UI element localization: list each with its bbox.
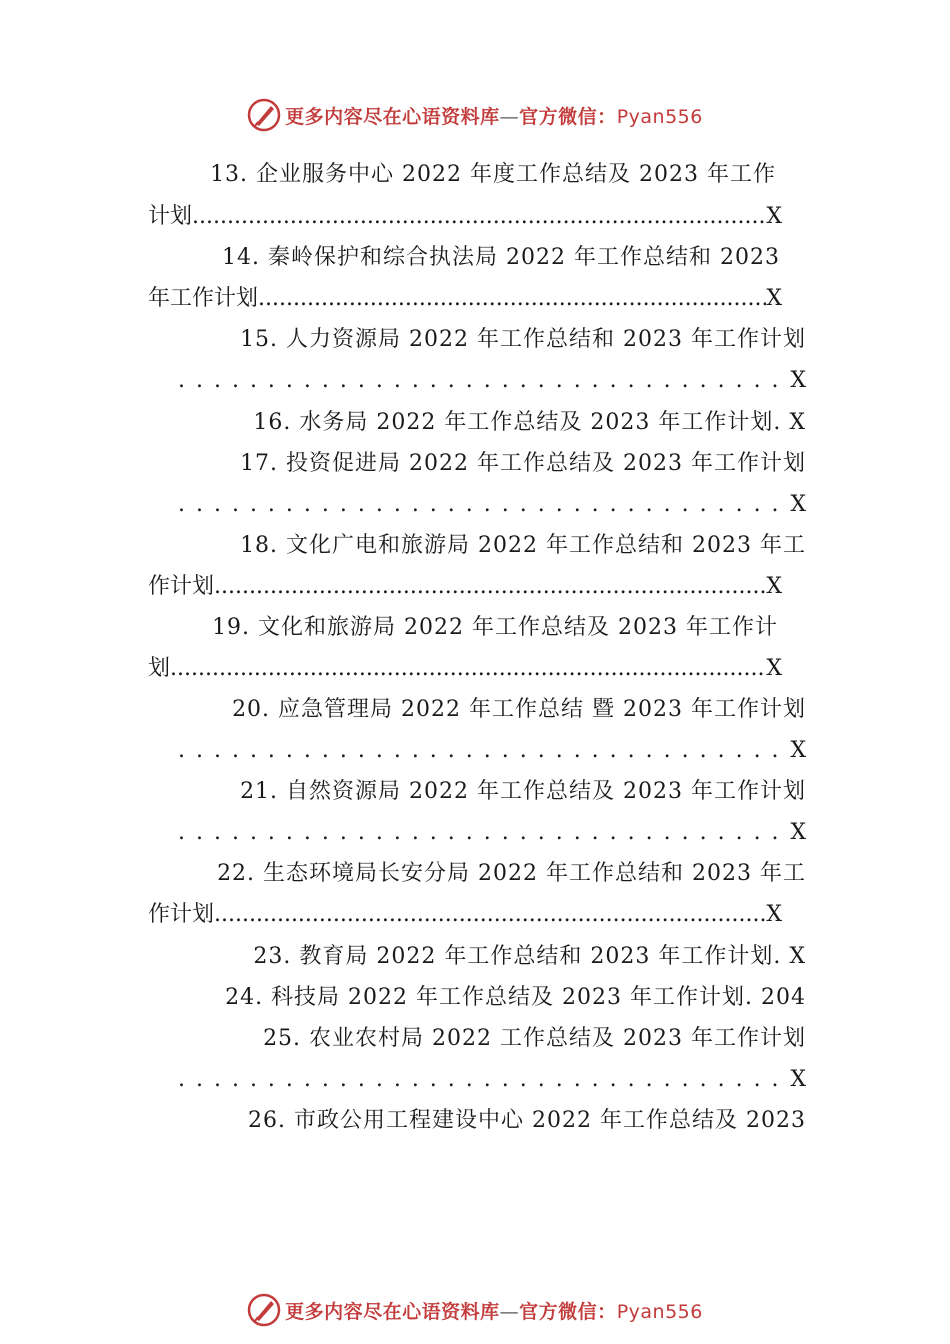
banner-official: 官方微信： bbox=[519, 105, 617, 128]
banner-account: Pyan556 bbox=[616, 105, 703, 128]
toc-entry-25-line1[interactable]: 25. 农业农村局 2022 工作总结及 2023 年工作计划 bbox=[263, 1026, 806, 1051]
footer-banner bbox=[0, 1290, 950, 1330]
toc-entry-14-line1[interactable]: 14. 秦岭保护和综合执法局 2022 年工作总结和 2023 bbox=[222, 245, 780, 270]
toc-entry-20-line2[interactable] bbox=[178, 738, 806, 764]
page-number: X bbox=[766, 574, 782, 599]
toc-entry-13-line1[interactable]: 13. 企业服务中心 2022 年度工作总结及 2023 年工作 bbox=[210, 162, 776, 187]
toc-entry-19-line2[interactable]: 划 ..... X bbox=[148, 656, 782, 682]
toc-entry-21-line1[interactable]: 21. 自然资源局 2022 年工作总结及 2023 年工作计划 bbox=[240, 779, 806, 804]
toc-entry-22-line2[interactable]: 作计划 ..... X bbox=[148, 902, 782, 928]
leader-dots bbox=[178, 820, 780, 846]
toc-entry-16[interactable]: 16. 水务局 2022 年工作总结及 2023 年工作计划. X bbox=[253, 410, 806, 435]
toc-entry-18-line2[interactable]: 作计划 ..... X bbox=[148, 574, 782, 600]
leader-dots bbox=[178, 1067, 780, 1093]
toc-entry-20-line1[interactable]: 20. 应急管理局 2022 年工作总结 暨 2023 年工作计划 bbox=[232, 697, 806, 722]
banner-brand: 更多内容尽在心语资料库 bbox=[285, 1300, 500, 1323]
toc-entry-14-line2[interactable]: 年工作计划 ..... X bbox=[148, 286, 782, 312]
toc-entry-17-line2[interactable] bbox=[178, 492, 806, 518]
toc-entry-21-line2[interactable] bbox=[178, 820, 806, 846]
toc-entry-15-line1[interactable]: 15. 人力资源局 2022 年工作总结和 2023 年工作计划 bbox=[240, 327, 806, 352]
page-number: X bbox=[766, 204, 782, 229]
page-number: X bbox=[766, 656, 782, 681]
toc-entry-17-line1[interactable]: 17. 投资促进局 2022 年工作总结及 2023 年工作计划 bbox=[240, 451, 806, 476]
banner-brand: 更多内容尽在心语资料库 bbox=[285, 105, 500, 128]
leader-dots bbox=[178, 738, 780, 764]
toc-entry-24[interactable]: 24. 科技局 2022 年工作总结及 2023 年工作计划. 204 bbox=[225, 985, 806, 1010]
leader-dots bbox=[258, 286, 766, 312]
quill-logo-icon bbox=[247, 98, 281, 132]
banner-official: 官方微信： bbox=[519, 1300, 617, 1323]
banner-separator: — bbox=[499, 105, 520, 128]
leader-dots bbox=[214, 574, 766, 600]
toc-entry-25-line2[interactable] bbox=[178, 1067, 806, 1093]
toc-entry-18-line1[interactable]: 18. 文化广电和旅游局 2022 年工作总结和 2023 年工 bbox=[240, 533, 806, 558]
page-number: X bbox=[766, 902, 782, 927]
toc-entry-19-line1[interactable]: 19. 文化和旅游局 2022 年工作总结及 2023 年工作计 bbox=[212, 615, 778, 640]
banner-separator: — bbox=[499, 1300, 520, 1323]
quill-logo-icon bbox=[247, 1293, 281, 1327]
leader-dots bbox=[170, 656, 766, 682]
toc-entry-23[interactable]: 23. 教育局 2022 年工作总结和 2023 年工作计划. X bbox=[253, 944, 806, 969]
toc-entry-13-line2[interactable]: 计划 ..... X bbox=[148, 204, 782, 230]
banner-account: Pyan556 bbox=[616, 1300, 703, 1323]
page-number: X bbox=[790, 492, 806, 517]
page-number: X bbox=[790, 368, 806, 393]
page-number: X bbox=[790, 738, 806, 763]
leader-dots bbox=[192, 204, 766, 230]
toc-entry-26-line1[interactable]: 26. 市政公用工程建设中心 2022 年工作总结及 2023 bbox=[248, 1108, 806, 1133]
page-number: X bbox=[790, 1067, 806, 1092]
leader-dots bbox=[214, 902, 766, 928]
toc-entry-22-line1[interactable]: 22. 生态环境局长安分局 2022 年工作总结和 2023 年工 bbox=[217, 861, 806, 886]
header-banner bbox=[0, 95, 950, 135]
page-number: X bbox=[790, 820, 806, 845]
leader-dots bbox=[178, 368, 780, 394]
leader-dots bbox=[178, 492, 780, 518]
page-number: X bbox=[766, 286, 782, 311]
toc-entry-15-line2[interactable] bbox=[178, 368, 806, 394]
